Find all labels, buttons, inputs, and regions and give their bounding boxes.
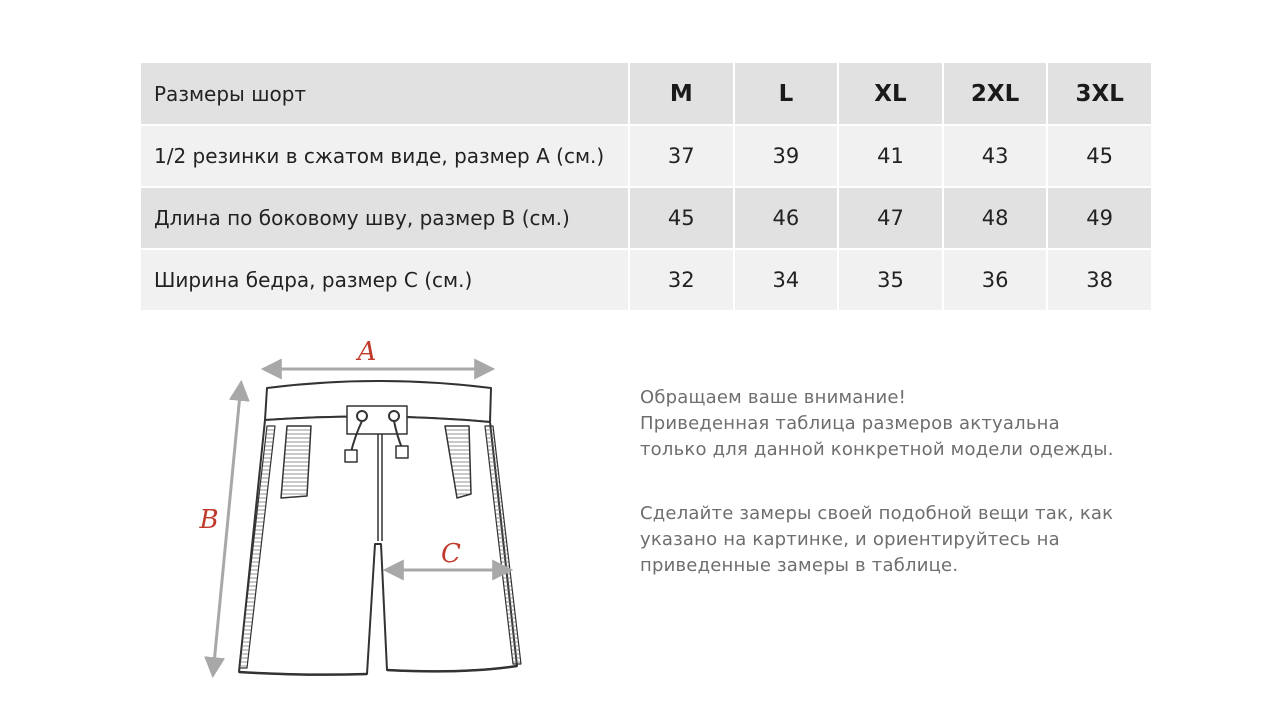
size-header-xl: XL (838, 63, 943, 125)
table-row (141, 249, 1152, 311)
shorts-drawing (239, 381, 521, 675)
row-label: Ширина бедра, размер С (см.) (141, 249, 629, 311)
table-cell: 47 (838, 187, 943, 249)
measure-label-c: C (441, 539, 461, 569)
table-cell: 48 (943, 187, 1048, 249)
table-cell: 49 (1047, 187, 1152, 249)
row-label: 1/2 резинки в сжатом виде, размер А (см.) (141, 125, 629, 187)
notice-text (640, 385, 1200, 579)
measure-label-a: A (357, 337, 377, 367)
size-header-m: M (629, 63, 734, 125)
notice-line: приведенные замеры в таблице. (640, 555, 959, 576)
table-row (141, 125, 1152, 187)
size-chart-table (141, 63, 1153, 312)
table-header-label: Размеры шорт (141, 63, 629, 125)
table-cell: 43 (943, 125, 1048, 187)
table-header-row (141, 63, 1152, 125)
table-row (141, 187, 1152, 249)
table-cell: 37 (629, 125, 734, 187)
notice-line: Сделайте замеры своей подобной вещи так, как (640, 503, 1114, 524)
table-cell: 46 (734, 187, 839, 249)
measure-label-b: B (199, 505, 219, 535)
notice-line: Приведенная таблица размеров актуальна (640, 413, 1060, 434)
table-cell: 45 (629, 187, 734, 249)
size-header-3xl: 3XL (1047, 63, 1152, 125)
row-label: Длина по боковому шву, размер В (см.) (141, 187, 629, 249)
table-cell: 36 (943, 249, 1048, 311)
notice-line: Обращаем ваше внимание! (640, 387, 907, 408)
notice-line: указано на картинке, и ориентируйтесь на (640, 529, 1060, 550)
table-cell: 32 (629, 249, 734, 311)
table-cell: 39 (734, 125, 839, 187)
notice-line: только для данной конкретной модели одежды. (640, 439, 1114, 460)
size-header-2xl: 2XL (943, 63, 1048, 125)
table-cell: 35 (838, 249, 943, 311)
size-header-l: L (734, 63, 839, 125)
table-cell: 45 (1047, 125, 1152, 187)
table-cell: 41 (838, 125, 943, 187)
table-cell: 38 (1047, 249, 1152, 311)
table-cell: 34 (734, 249, 839, 311)
shorts-measurement-diagram (195, 336, 535, 696)
